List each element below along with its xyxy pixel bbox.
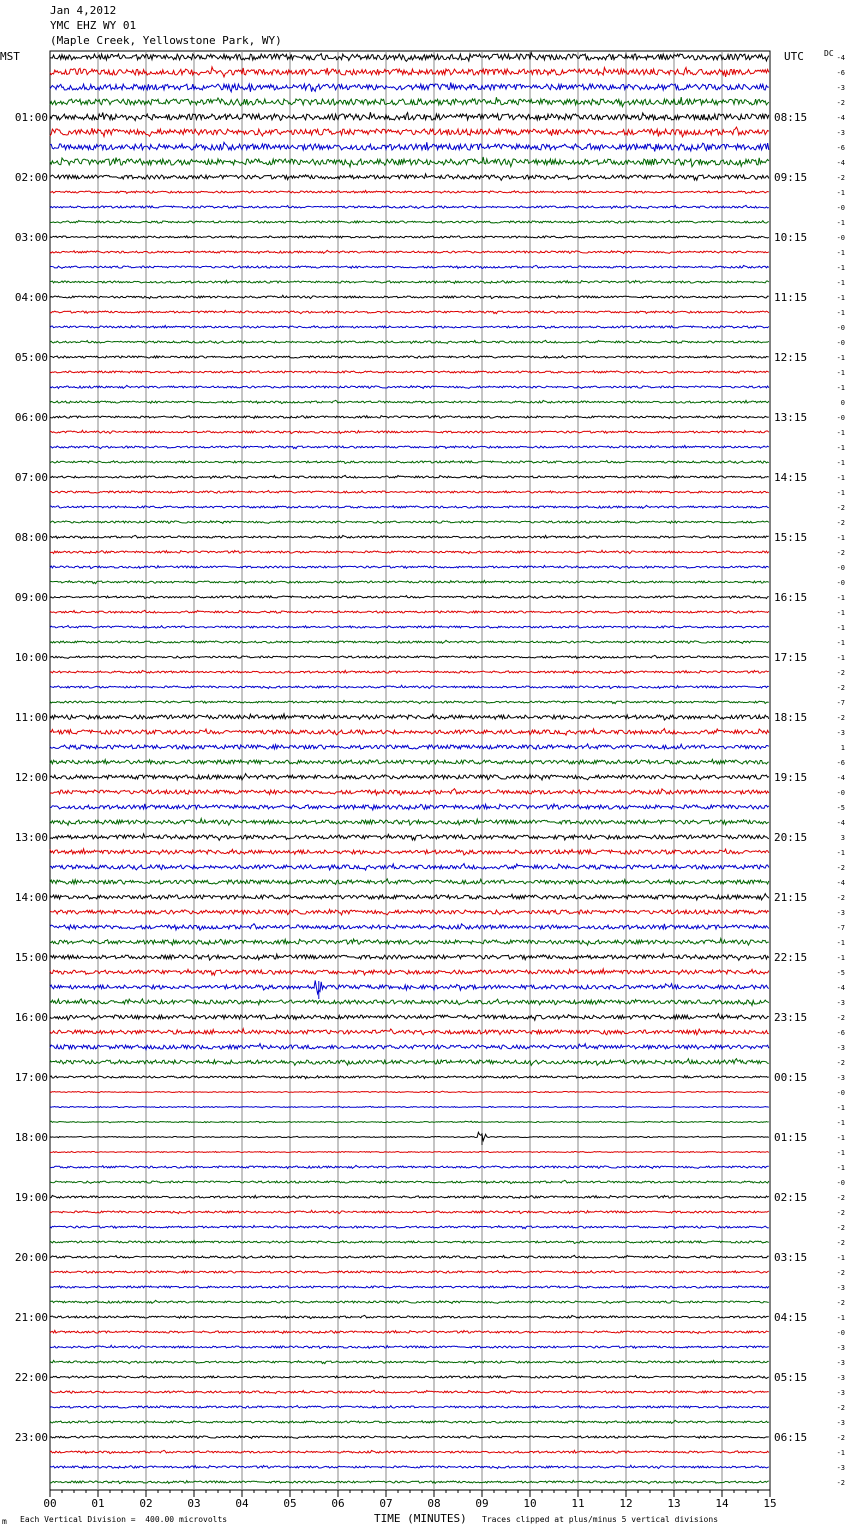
seismic-trace bbox=[50, 1195, 769, 1198]
x-tick-label: 09 bbox=[475, 1497, 489, 1510]
seismic-trace bbox=[50, 1405, 769, 1408]
seismic-trace bbox=[50, 1225, 769, 1228]
right-hour-label: 12:15 bbox=[774, 351, 808, 364]
dc-offset-label: 3 bbox=[840, 834, 845, 842]
dc-offset-label: -3 bbox=[836, 729, 845, 737]
scale-mark: m bbox=[2, 1517, 7, 1526]
seismic-trace bbox=[50, 670, 769, 673]
dc-offset-label: -6 bbox=[836, 69, 845, 77]
dc-offset-label: -4 bbox=[836, 879, 845, 887]
dc-offset-label: -0 bbox=[836, 324, 845, 332]
seismic-trace bbox=[50, 1376, 769, 1379]
left-hour-label: 20:00 bbox=[14, 1251, 48, 1264]
dc-offset-label: -2 bbox=[836, 894, 845, 902]
right-hour-label: 04:15 bbox=[774, 1311, 808, 1324]
dc-offset-label: -4 bbox=[836, 54, 845, 62]
seismic-trace bbox=[50, 220, 769, 223]
dc-offset-label: -3 bbox=[836, 84, 845, 92]
dc-offset-label: -1 bbox=[836, 249, 845, 257]
seismic-trace bbox=[50, 1014, 769, 1021]
dc-offset-label: -1 bbox=[836, 534, 845, 542]
seismic-trace bbox=[50, 490, 769, 493]
dc-offset-label: -2 bbox=[836, 714, 845, 722]
right-hour-label: 21:15 bbox=[774, 891, 808, 904]
right-hour-label: 06:15 bbox=[774, 1431, 808, 1444]
x-axis-title: TIME (MINUTES) bbox=[374, 1512, 467, 1525]
dc-offset-label: -2 bbox=[836, 1209, 845, 1217]
dc-offset-label: -1 bbox=[836, 219, 845, 227]
dc-offset-label: -6 bbox=[836, 144, 845, 152]
dc-offset-label: -2 bbox=[836, 864, 845, 872]
seismic-trace bbox=[50, 127, 769, 137]
dc-offset-label: -2 bbox=[836, 1224, 845, 1232]
right-hour-label: 08:15 bbox=[774, 111, 808, 124]
seismic-trace bbox=[50, 1315, 769, 1318]
right-hour-label: 15:15 bbox=[774, 531, 808, 544]
dc-offset-label: -2 bbox=[836, 1299, 845, 1307]
left-hour-label: 21:00 bbox=[14, 1311, 48, 1324]
left-hour-label: 02:00 bbox=[14, 171, 48, 184]
seismic-trace bbox=[50, 894, 769, 900]
seismic-trace bbox=[50, 1059, 769, 1066]
scale-note: Each Vertical Division = 400.00 microvolts bbox=[20, 1515, 228, 1524]
right-zone-label: UTC bbox=[784, 50, 804, 63]
dc-offset-label: -2 bbox=[836, 99, 845, 107]
seismic-trace bbox=[50, 1151, 769, 1152]
seismic-trace bbox=[50, 1480, 769, 1483]
dc-offset-label: -7 bbox=[836, 699, 845, 707]
left-hour-label: 06:00 bbox=[14, 411, 48, 424]
dc-offset-label: -4 bbox=[836, 159, 845, 167]
seismic-trace bbox=[50, 729, 769, 736]
seismic-trace bbox=[50, 355, 769, 358]
seismic-trace bbox=[50, 685, 769, 688]
seismic-trace bbox=[50, 1450, 769, 1453]
dc-offset-label: -2 bbox=[836, 519, 845, 527]
seismic-trace bbox=[50, 924, 769, 930]
seismic-trace bbox=[50, 565, 769, 568]
right-hour-label: 14:15 bbox=[774, 471, 808, 484]
seismic-trace bbox=[50, 190, 769, 193]
dc-offset-label: -4 bbox=[836, 984, 845, 992]
dc-offset-label: -7 bbox=[836, 924, 845, 932]
seismic-trace bbox=[50, 265, 769, 268]
seismic-trace bbox=[50, 759, 769, 764]
seismic-trace bbox=[50, 954, 769, 960]
seismic-trace bbox=[50, 580, 769, 583]
dc-offset-label: -1 bbox=[836, 594, 845, 602]
seismic-trace bbox=[50, 385, 769, 388]
x-tick-label: 14 bbox=[715, 1497, 729, 1510]
dc-offset-label: -1 bbox=[836, 474, 845, 482]
seismic-trace bbox=[50, 625, 769, 628]
seismic-trace bbox=[50, 280, 769, 283]
seismic-trace bbox=[50, 416, 769, 419]
seismic-trace bbox=[50, 1044, 769, 1050]
right-hour-label: 05:15 bbox=[774, 1371, 808, 1384]
seismic-trace bbox=[50, 1360, 769, 1363]
x-tick-label: 05 bbox=[283, 1497, 297, 1510]
left-hour-label: 07:00 bbox=[14, 471, 48, 484]
seismic-trace bbox=[50, 879, 769, 884]
seismic-trace bbox=[50, 789, 769, 795]
seismic-trace bbox=[50, 142, 769, 151]
dc-offset-label: -1 bbox=[836, 654, 845, 662]
x-tick-label: 06 bbox=[331, 1497, 345, 1510]
seismic-trace bbox=[50, 744, 769, 749]
trace-group bbox=[50, 53, 769, 1484]
dc-offset-label: -3 bbox=[836, 1389, 845, 1397]
dc-offset-label: -2 bbox=[836, 1404, 845, 1412]
seismic-trace bbox=[50, 205, 769, 208]
seismic-trace bbox=[50, 1436, 769, 1439]
seismic-trace bbox=[50, 371, 769, 373]
seismic-trace bbox=[50, 550, 769, 553]
x-tick-label: 08 bbox=[427, 1497, 441, 1510]
header-location: (Maple Creek, Yellowstone Park, WY) bbox=[50, 34, 282, 47]
dc-offset-label: -3 bbox=[836, 1284, 845, 1292]
seismic-trace bbox=[50, 445, 769, 448]
dc-offset-label: -3 bbox=[836, 1419, 845, 1427]
dc-offset-label: -1 bbox=[836, 309, 845, 317]
dc-offset-label: -3 bbox=[836, 1344, 845, 1352]
seismic-trace bbox=[50, 864, 769, 871]
seismic-trace bbox=[50, 1286, 769, 1288]
x-tick-label: 03 bbox=[187, 1497, 201, 1510]
dc-offset-label: -3 bbox=[836, 129, 845, 137]
dc-offset-label: -1 bbox=[836, 624, 845, 632]
dc-offset-label: -1 bbox=[836, 1149, 845, 1157]
seismic-trace bbox=[50, 909, 769, 915]
seismic-trace bbox=[50, 535, 769, 538]
dc-offset-label: -6 bbox=[836, 1029, 845, 1037]
dc-offset-label: -0 bbox=[836, 339, 845, 347]
seismic-trace bbox=[50, 53, 769, 62]
seismic-trace bbox=[50, 819, 769, 826]
right-hour-label: 01:15 bbox=[774, 1131, 808, 1144]
seismic-trace bbox=[50, 1132, 769, 1140]
left-hour-label: 03:00 bbox=[14, 231, 48, 244]
dc-offset-label: -1 bbox=[836, 1119, 845, 1127]
dc-offset-label: -3 bbox=[836, 1359, 845, 1367]
right-hour-label: 13:15 bbox=[774, 411, 808, 424]
dc-offset-label: -2 bbox=[836, 1194, 845, 1202]
seismic-trace bbox=[50, 325, 769, 328]
dc-offset-label: -2 bbox=[836, 1059, 845, 1067]
dc-offset-label: -0 bbox=[836, 564, 845, 572]
axis-label-group bbox=[15, 54, 845, 1510]
seismic-trace bbox=[50, 804, 769, 810]
dc-offset-label: -2 bbox=[836, 174, 845, 182]
dc-offset-label: -1 bbox=[836, 429, 845, 437]
x-tick-label: 04 bbox=[235, 1497, 249, 1510]
dc-offset-label: -0 bbox=[836, 1329, 845, 1337]
dc-offset-label: -0 bbox=[836, 789, 845, 797]
right-hour-label: 23:15 bbox=[774, 1011, 808, 1024]
right-hour-label: 20:15 bbox=[774, 831, 808, 844]
dc-offset-label: -0 bbox=[836, 1089, 845, 1097]
right-hour-label: 18:15 bbox=[774, 711, 808, 724]
dc-offset-label: -1 bbox=[836, 489, 845, 497]
dc-offset-label: -1 bbox=[836, 354, 845, 362]
left-hour-label: 12:00 bbox=[14, 771, 48, 784]
seismic-trace bbox=[50, 1210, 769, 1213]
seismic-trace bbox=[50, 596, 769, 599]
dc-offset-label: -1 bbox=[836, 1134, 845, 1142]
dc-offset-label: -3 bbox=[836, 1044, 845, 1052]
clip-note: Traces clipped at plus/minus 5 vertical divisions bbox=[482, 1515, 719, 1524]
right-hour-label: 16:15 bbox=[774, 591, 808, 604]
dc-offset-label: -2 bbox=[836, 1239, 845, 1247]
right-hour-label: 03:15 bbox=[774, 1251, 808, 1264]
seismic-trace bbox=[50, 1076, 769, 1079]
left-hour-label: 16:00 bbox=[14, 1011, 48, 1024]
dc-offset-label: -1 bbox=[836, 294, 845, 302]
dc-offset-label: -2 bbox=[836, 1479, 845, 1487]
left-hour-label: 11:00 bbox=[14, 711, 48, 724]
x-tick-label: 00 bbox=[43, 1497, 57, 1510]
seismic-trace bbox=[50, 1390, 769, 1393]
dc-offset-label: -1 bbox=[836, 1449, 845, 1457]
left-hour-label: 04:00 bbox=[14, 291, 48, 304]
dc-label: DC bbox=[824, 49, 834, 58]
dc-offset-label: 0 bbox=[840, 399, 845, 407]
seismic-trace bbox=[50, 1121, 769, 1123]
x-tick-label: 11 bbox=[571, 1497, 585, 1510]
seismic-trace bbox=[50, 999, 769, 1005]
right-hour-label: 10:15 bbox=[774, 231, 808, 244]
seismic-trace bbox=[50, 295, 769, 298]
left-hour-label: 19:00 bbox=[14, 1191, 48, 1204]
dc-offset-label: -2 bbox=[836, 669, 845, 677]
x-tick-label: 02 bbox=[139, 1497, 153, 1510]
dc-offset-label: -5 bbox=[836, 969, 845, 977]
left-hour-label: 13:00 bbox=[14, 831, 48, 844]
seismic-trace bbox=[50, 714, 769, 720]
dc-offset-label: -1 bbox=[836, 369, 845, 377]
dc-offset-label: -2 bbox=[836, 549, 845, 557]
dc-offset-label: -1 bbox=[836, 939, 845, 947]
dc-offset-label: -3 bbox=[836, 909, 845, 917]
seismic-trace bbox=[50, 340, 769, 343]
seismic-trace bbox=[50, 655, 769, 658]
seismic-trace bbox=[50, 1270, 769, 1273]
left-hour-label: 17:00 bbox=[14, 1071, 48, 1084]
seismic-trace bbox=[50, 1106, 769, 1108]
seismic-trace bbox=[50, 1165, 769, 1168]
seismic-trace bbox=[50, 610, 769, 613]
left-hour-label: 08:00 bbox=[14, 531, 48, 544]
x-tick-label: 01 bbox=[91, 1497, 105, 1510]
dc-offset-label: -4 bbox=[836, 114, 845, 122]
seismic-trace bbox=[50, 834, 769, 840]
seismic-trace bbox=[50, 112, 769, 120]
seismic-trace bbox=[50, 1240, 769, 1243]
seismic-trace bbox=[50, 461, 769, 464]
left-hour-label: 22:00 bbox=[14, 1371, 48, 1384]
left-hour-label: 10:00 bbox=[14, 651, 48, 664]
seismic-trace bbox=[50, 236, 769, 238]
dc-offset-label: -0 bbox=[836, 414, 845, 422]
right-hour-label: 09:15 bbox=[774, 171, 808, 184]
dc-offset-label: -1 bbox=[836, 1254, 845, 1262]
right-hour-label: 11:15 bbox=[774, 291, 808, 304]
seismic-trace bbox=[50, 1255, 769, 1258]
seismic-trace bbox=[50, 521, 769, 524]
left-hour-label: 09:00 bbox=[14, 591, 48, 604]
seismic-trace bbox=[50, 475, 769, 478]
dc-offset-label: -2 bbox=[836, 684, 845, 692]
dc-offset-label: -1 bbox=[836, 444, 845, 452]
dc-offset-label: -3 bbox=[836, 1374, 845, 1382]
dc-offset-label: -4 bbox=[836, 819, 845, 827]
dc-offset-label: -3 bbox=[836, 1074, 845, 1082]
header-date: Jan 4,2012 bbox=[50, 4, 117, 17]
seismic-trace bbox=[50, 310, 769, 313]
x-tick-label: 15 bbox=[763, 1497, 777, 1510]
seismic-trace bbox=[50, 969, 769, 975]
seismic-trace bbox=[50, 1091, 769, 1093]
left-hour-label: 15:00 bbox=[14, 951, 48, 964]
dc-offset-label: -3 bbox=[836, 999, 845, 1007]
left-hour-label: 01:00 bbox=[14, 111, 48, 124]
right-hour-label: 19:15 bbox=[774, 771, 808, 784]
dc-offset-label: -1 bbox=[836, 609, 845, 617]
seismic-trace bbox=[50, 250, 769, 253]
dc-offset-label: -1 bbox=[836, 279, 845, 287]
seismic-trace bbox=[50, 505, 769, 508]
dc-offset-label: -2 bbox=[836, 504, 845, 512]
seismic-trace bbox=[50, 157, 769, 167]
dc-offset-label: -2 bbox=[836, 1434, 845, 1442]
x-tick-label: 12 bbox=[619, 1497, 633, 1510]
seismic-trace bbox=[50, 1180, 769, 1183]
seismic-trace bbox=[50, 83, 769, 92]
x-tick-label: 10 bbox=[523, 1497, 537, 1510]
dc-offset-label: -1 bbox=[836, 189, 845, 197]
right-hour-label: 22:15 bbox=[774, 951, 808, 964]
seismic-trace bbox=[50, 430, 769, 433]
seismic-trace bbox=[50, 1330, 769, 1333]
seismic-trace bbox=[50, 1465, 769, 1468]
dc-offset-label: -3 bbox=[836, 1464, 845, 1472]
seismic-trace bbox=[50, 1420, 769, 1423]
left-zone-label: MST bbox=[0, 50, 20, 63]
header-station: YMC EHZ WY 01 bbox=[50, 19, 137, 32]
dc-offset-label: -4 bbox=[836, 774, 845, 782]
dc-offset-label: -5 bbox=[836, 804, 845, 812]
seismic-trace bbox=[50, 97, 769, 106]
dc-offset-label: -0 bbox=[836, 579, 845, 587]
seismic-trace bbox=[50, 1300, 769, 1303]
dc-offset-label: -1 bbox=[836, 459, 845, 467]
seismic-trace bbox=[50, 1029, 769, 1035]
dc-offset-label: -1 bbox=[836, 639, 845, 647]
left-hour-label: 18:00 bbox=[14, 1131, 48, 1144]
dc-offset-label: -0 bbox=[836, 204, 845, 212]
seismic-trace bbox=[50, 774, 769, 780]
right-hour-label: 02:15 bbox=[774, 1191, 808, 1204]
seismic-trace bbox=[50, 1345, 769, 1348]
dc-offset-label: -0 bbox=[836, 1179, 845, 1187]
seismic-trace bbox=[50, 980, 769, 993]
dc-offset-label: -1 bbox=[836, 954, 845, 962]
dc-offset-label: -1 bbox=[836, 1104, 845, 1112]
dc-offset-label: 1 bbox=[840, 744, 845, 752]
dc-offset-label: -2 bbox=[836, 1269, 845, 1277]
left-hour-label: 14:00 bbox=[14, 891, 48, 904]
left-hour-label: 05:00 bbox=[14, 351, 48, 364]
dc-offset-label: -1 bbox=[836, 384, 845, 392]
x-tick-label: 07 bbox=[379, 1497, 393, 1510]
dc-offset-label: -1 bbox=[836, 264, 845, 272]
dc-offset-label: -1 bbox=[836, 1314, 845, 1322]
seismic-trace bbox=[50, 67, 769, 77]
dc-offset-label: -1 bbox=[836, 1164, 845, 1172]
seismic-trace bbox=[50, 700, 769, 703]
seismic-trace bbox=[50, 939, 769, 946]
dc-offset-label: -6 bbox=[836, 759, 845, 767]
seismic-trace bbox=[50, 640, 769, 643]
right-hour-label: 00:15 bbox=[774, 1071, 808, 1084]
right-hour-label: 17:15 bbox=[774, 651, 808, 664]
left-hour-label: 23:00 bbox=[14, 1431, 48, 1444]
dc-offset-label: -0 bbox=[836, 234, 845, 242]
seismic-trace bbox=[50, 174, 769, 180]
seismic-trace bbox=[50, 849, 769, 855]
x-tick-label: 13 bbox=[667, 1497, 681, 1510]
dc-offset-label: -1 bbox=[836, 849, 845, 857]
dc-offset-label: -2 bbox=[836, 1014, 845, 1022]
seismic-trace bbox=[50, 400, 769, 403]
